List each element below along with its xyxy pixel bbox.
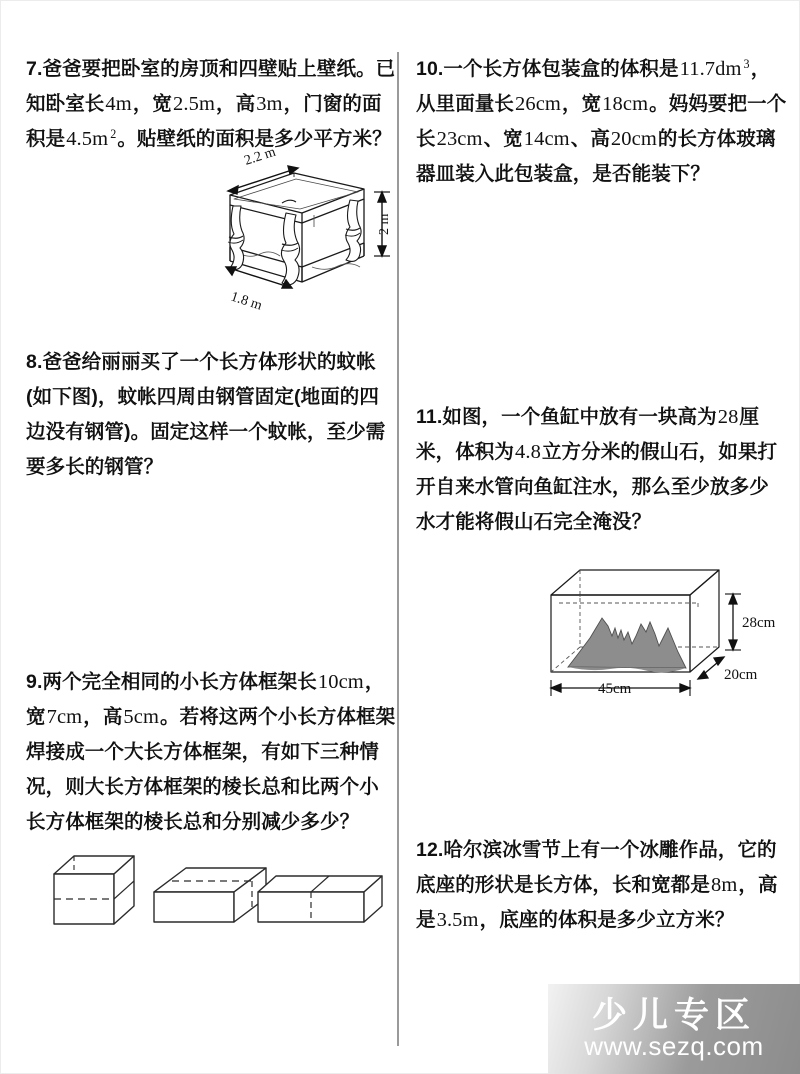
problem-12-line3a: 是 bbox=[690, 874, 711, 896]
problem-10-line3b: 、宽 bbox=[483, 128, 523, 150]
site-watermark bbox=[548, 984, 800, 1074]
problem-8-line4: 蚊帐，至少需要多长的钢管？ bbox=[26, 421, 386, 478]
mosquito-net-bottom-label: 1.8 m bbox=[228, 289, 264, 314]
problem-8-line3: (地面的四边没有钢管)。固定这样一个 bbox=[26, 386, 379, 443]
problem-12-line4: 少立方米？ bbox=[636, 909, 735, 931]
box-case-width-joined bbox=[154, 868, 266, 922]
problem-9-line3: 小长方体框架焊接成一个大长方体框 bbox=[26, 706, 396, 763]
three-boxes-figure bbox=[50, 850, 390, 940]
problem-9-line5: 架的棱长总和比两个小长方体框架的 bbox=[26, 776, 379, 833]
problem-12-line2: 它的底座的形状是长方体，长和宽都 bbox=[416, 839, 777, 896]
problem-7-area-exponent: 2 bbox=[110, 126, 117, 141]
problem-11-line2a: 厘米，体积为 bbox=[416, 406, 760, 463]
problem-10-text bbox=[416, 52, 788, 192]
problem-7-line2c: ，高 bbox=[216, 93, 256, 115]
problem-11 bbox=[416, 400, 788, 540]
problem-7-line2a: 纸。已知卧室长 bbox=[26, 58, 396, 115]
problem-7-line4: 是多少平方米？ bbox=[254, 128, 392, 150]
problem-10-line2c: 。 bbox=[649, 93, 669, 115]
problem-7-text bbox=[26, 52, 398, 157]
problem-9-line4: 架，有如下三种情况，则大长方体框 bbox=[26, 741, 379, 798]
problem-10-volume-value: 11.7dm bbox=[679, 58, 742, 80]
problem-12-line3b: ，高是 bbox=[416, 874, 778, 931]
problem-7-width-value: 2.5m bbox=[173, 93, 215, 115]
fish-tank-height-label: 28cm bbox=[742, 615, 776, 631]
problem-10-glass-height-value: 20cm bbox=[610, 128, 657, 150]
problem-7-line3b: 。贴壁纸的面积 bbox=[117, 128, 255, 150]
problem-11-line5: 没？ bbox=[612, 511, 652, 533]
problem-11-number: 11. bbox=[416, 406, 443, 428]
problem-10-number: 10. bbox=[416, 58, 444, 80]
problem-12-text bbox=[416, 833, 788, 938]
box-case-stacked bbox=[54, 856, 134, 924]
problem-8-line1: 爸爸给丽丽买了一个长方体形状的 bbox=[42, 351, 337, 373]
problem-10-line4: 的长方体玻璃器皿装入此包装 bbox=[416, 128, 776, 185]
problem-8-text bbox=[26, 345, 398, 485]
problem-11-rock-height-value: 28 bbox=[717, 406, 739, 428]
problem-9-line2a: ，宽 bbox=[26, 671, 385, 728]
box-case-end-to-end bbox=[258, 876, 382, 922]
problem-9-line6: 棱长总和分别减少多少？ bbox=[143, 811, 360, 833]
problem-9-length-value: 10cm bbox=[317, 671, 364, 693]
problem-9-height-value: 5cm bbox=[123, 706, 160, 728]
problem-10-glass-width-value: 14cm bbox=[523, 128, 570, 150]
problem-9-line1: 两个完全相同的小长方体框架长 bbox=[42, 671, 317, 693]
problem-7-line2b: ，宽 bbox=[132, 93, 173, 115]
problem-9-text bbox=[26, 665, 398, 840]
problem-12-line1: 哈尔滨冰雪节上有一个冰雕作品， bbox=[443, 839, 738, 861]
problem-12-number: 12. bbox=[416, 839, 444, 861]
problem-10-line1: 一个长方体包装盒的体积是 bbox=[443, 58, 679, 80]
fish-tank-width-label: 45cm bbox=[598, 681, 632, 697]
problem-11-text bbox=[416, 400, 788, 540]
problem-12-line3c: ，底座的体积是多 bbox=[479, 909, 637, 931]
problem-10-line3a: 妈妈要把一个长 bbox=[416, 93, 787, 150]
problem-10-glass-length-value: 23cm bbox=[436, 128, 483, 150]
problem-7-number: 7. bbox=[26, 58, 43, 80]
problem-11-rock-volume-value: 4.8 bbox=[515, 441, 541, 463]
fish-tank-depth-label: 20cm bbox=[724, 667, 758, 683]
problem-7-length-value: 4m bbox=[105, 93, 132, 115]
rockery-shape bbox=[568, 618, 686, 668]
problem-9-line2b: ，高 bbox=[83, 706, 123, 728]
problem-11-line2b: 立方分米的假山石， bbox=[541, 441, 719, 463]
watermark-url: www.sezq.com bbox=[584, 1031, 764, 1061]
problem-10-line5: 盒，是否能装下？ bbox=[553, 163, 711, 185]
problem-7-line2d: ， bbox=[283, 93, 304, 115]
problem-11-line1a: 如图，一个鱼缸中放有一块高为 bbox=[442, 406, 717, 428]
watermark-brand: 少儿专区 bbox=[591, 996, 756, 1036]
problem-10-volume-exponent: 3 bbox=[743, 56, 750, 71]
problem-12-side-value: 8m bbox=[711, 874, 738, 896]
problem-11-line3: 如果打开自来水管向鱼缸注水，那么 bbox=[416, 441, 778, 498]
problem-10-line3c: 、高 bbox=[570, 128, 610, 150]
problem-7-door-window-area-value: 4.5m bbox=[66, 128, 109, 150]
problem-9-line2c: 。若将这两个 bbox=[160, 706, 278, 728]
problem-7-line3a: 门窗的面积是 bbox=[26, 93, 382, 150]
mosquito-net-figure bbox=[186, 143, 401, 321]
problem-8-line2: 蚊帐(如下图)，蚊帐四周由钢管固定 bbox=[26, 351, 376, 408]
problem-10 bbox=[416, 52, 788, 192]
problem-12 bbox=[416, 833, 788, 938]
problem-9-number: 9. bbox=[26, 671, 43, 693]
problem-7-line1: 爸爸要把卧室的房顶和四壁贴上壁 bbox=[42, 58, 337, 80]
problem-10-inner-width-value: 18cm bbox=[602, 93, 649, 115]
problem-11-line4: 至少放多少水才能将假山石完全淹 bbox=[416, 476, 769, 533]
problem-9-width-value: 7cm bbox=[46, 706, 83, 728]
problem-10-line2b: ，宽 bbox=[561, 93, 602, 115]
problem-10-inner-length-value: 26cm bbox=[515, 93, 561, 115]
mosquito-net-top-label: 2.2 m bbox=[242, 144, 278, 169]
problem-8 bbox=[26, 345, 398, 485]
problem-7-height-value: 3m bbox=[256, 93, 283, 115]
problem-12-height-value: 3.5m bbox=[436, 909, 479, 931]
problem-9 bbox=[26, 665, 398, 840]
mosquito-net-right-label: 2 m bbox=[377, 213, 392, 235]
problem-7 bbox=[26, 52, 398, 157]
fish-tank-figure bbox=[528, 562, 800, 712]
problem-8-number: 8. bbox=[26, 351, 43, 373]
problem-10-line2a: ，从里面量长 bbox=[416, 58, 771, 115]
